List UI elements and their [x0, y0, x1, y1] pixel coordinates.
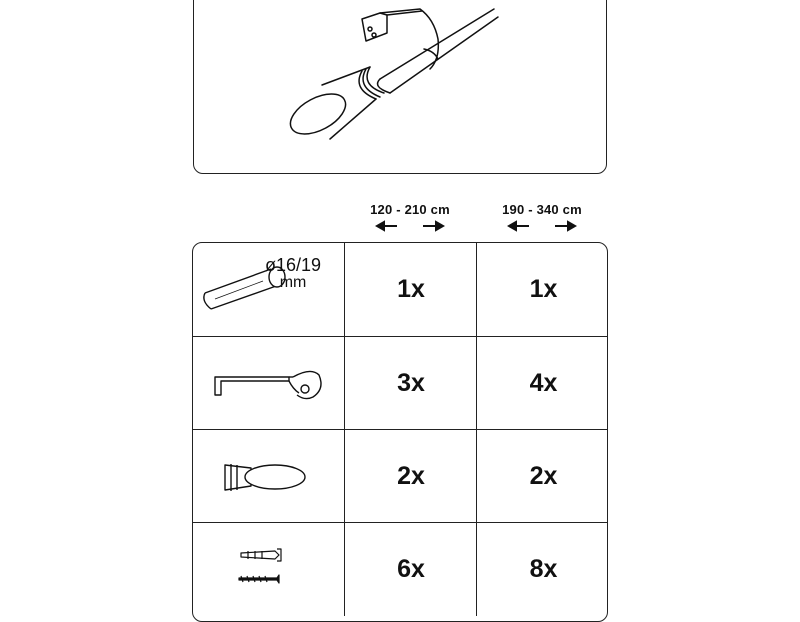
size-label-large: 190 - 340 cm: [502, 202, 582, 217]
qty-small: 2x: [397, 462, 425, 490]
curtain-rod-illustration: [194, 0, 608, 175]
part-cell: [193, 243, 344, 336]
qty-small: 1x: [397, 275, 425, 303]
qty-cell: [476, 430, 608, 523]
qty-large: 4x: [529, 369, 558, 397]
arrows-icon: [375, 219, 445, 233]
qty-small: 6x: [397, 555, 425, 583]
qty-cell: [344, 430, 477, 523]
part-cell: [193, 337, 344, 430]
rod-dimension: [265, 257, 321, 291]
qty-cell: [344, 337, 477, 430]
qty-cell: [344, 243, 477, 336]
qty-cell: [344, 523, 477, 616]
product-illustration-panel: [193, 0, 607, 174]
finial-icon: [193, 430, 344, 523]
qty-large: 2x: [529, 462, 558, 490]
table-row: [193, 336, 607, 430]
parts-table: [192, 242, 608, 622]
qty-small: 3x: [397, 369, 425, 397]
qty-cell: [476, 243, 608, 336]
bracket-icon: [193, 337, 344, 430]
rod-diameter: ø16/19: [265, 255, 322, 275]
size-label-small: 120 - 210 cm: [370, 202, 450, 217]
qty-cell: [476, 523, 608, 616]
screw-plug-icon: [193, 523, 344, 616]
arrows-icon: [507, 219, 577, 233]
size-header-small: [345, 202, 475, 233]
table-row: [193, 522, 607, 616]
qty-cell: [476, 337, 608, 430]
qty-large: 1x: [529, 275, 558, 303]
qty-large: 8x: [529, 555, 558, 583]
table-row: [193, 243, 607, 336]
table-row: [193, 429, 607, 523]
size-header-large: [477, 202, 607, 233]
rod-unit: mm: [279, 274, 307, 291]
part-cell: [193, 430, 344, 523]
part-cell: [193, 523, 344, 616]
